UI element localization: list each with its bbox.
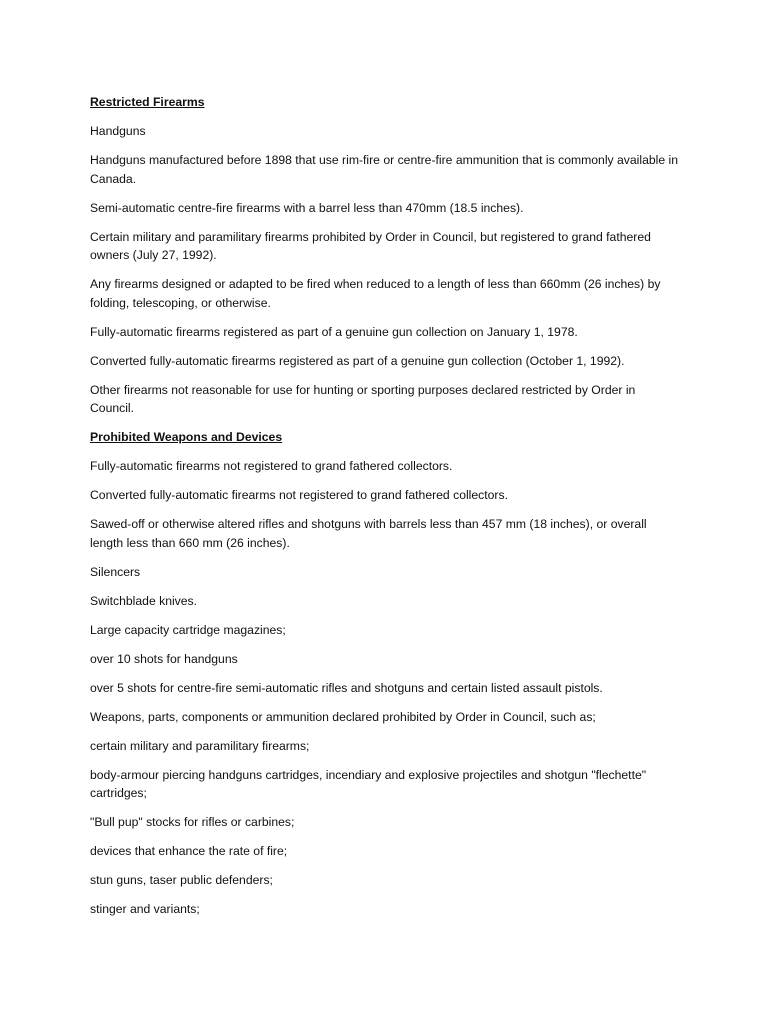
paragraph: Handguns xyxy=(90,124,146,138)
paragraph: Other firearms not reasonable for use for hunting or sporting purposes declared restricted by Order in Council. xyxy=(90,382,636,415)
paragraph: stinger and variants; xyxy=(90,902,200,916)
paragraph: stun guns, taser public defenders; xyxy=(90,873,273,887)
paragraph: body-armour piercing handguns cartridges, incendiary and explosive projectiles and shotgun "flechette" cartridges; xyxy=(90,767,647,800)
paragraph: over 5 shots for centre-fire semi-automatic rifles and shotguns and certain listed assault pistols. xyxy=(90,680,603,695)
paragraph: Sawed-off or otherwise altered rifles and shotguns with barrels less than 457 mm (18 inches), or overall length less than 660 mm (26 inches). xyxy=(90,517,647,550)
paragraph: Semi-automatic centre-fire firearms with a barrel less than 470mm (18.5 inches). xyxy=(90,200,524,215)
paragraph: Weapons, parts, components or ammunition declared prohibited by Order in Council, such as; xyxy=(90,709,596,724)
paragraph: Large capacity cartridge magazines; xyxy=(90,622,286,637)
section-heading-restricted-firearms: Restricted Firearms xyxy=(90,95,205,109)
paragraph: Any firearms designed or adapted to be fired when reduced to a length of less than 660mm (26 inches) by folding, telescoping, or otherwise. xyxy=(90,277,661,310)
section-heading-prohibited-weapons: Prohibited Weapons and Devices xyxy=(90,430,283,444)
paragraph: "Bull pup" stocks for rifles or carbines; xyxy=(90,815,295,829)
paragraph: Converted fully-automatic firearms not registered to grand fathered collectors. xyxy=(90,488,508,502)
paragraph: Fully-automatic firearms registered as part of a genuine gun collection on January 1, 1978. xyxy=(90,324,578,339)
paragraph: Certain military and paramilitary firearms prohibited by Order in Council, but registered to grand fathered owners (July 27, 1992). xyxy=(90,229,651,262)
paragraph: Fully-automatic firearms not registered to grand fathered collectors. xyxy=(90,459,453,473)
paragraph: devices that enhance the rate of fire; xyxy=(90,844,288,858)
paragraph: Switchblade knives. xyxy=(90,593,198,608)
paragraph: Converted fully-automatic firearms registered as part of a genuine gun collection (October 1, 1992). xyxy=(90,353,625,368)
document-page xyxy=(90,93,680,929)
paragraph: Silencers xyxy=(90,564,141,579)
paragraph: Handguns manufactured before 1898 that use rim-fire or centre-fire ammunition that is commonly available in Canada. xyxy=(90,153,678,186)
paragraph: certain military and paramilitary firearms; xyxy=(90,738,310,753)
paragraph: over 10 shots for handguns xyxy=(90,651,238,666)
